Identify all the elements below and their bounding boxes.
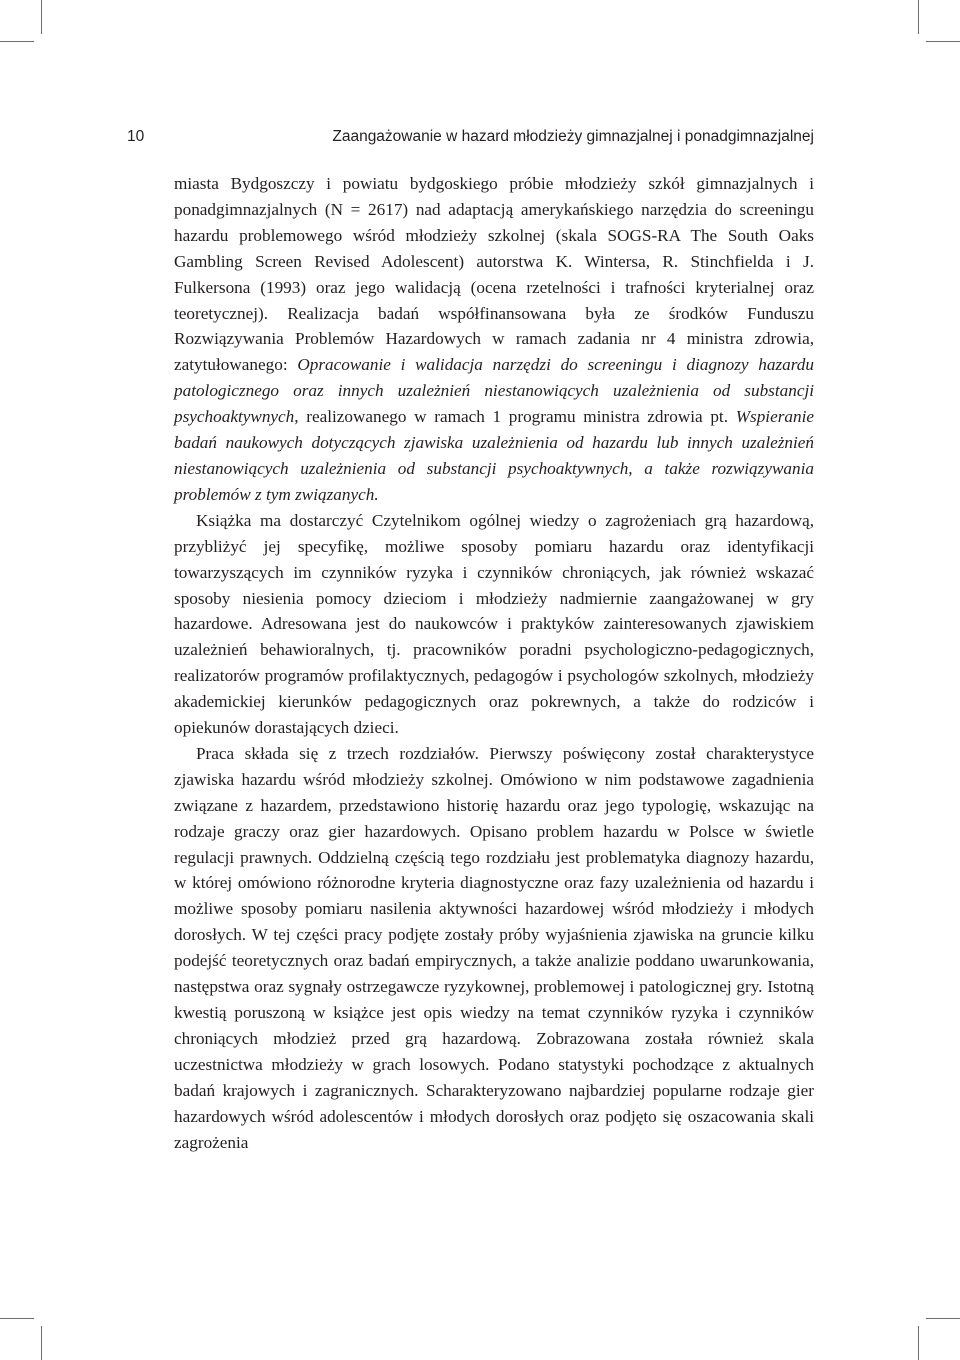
crop-mark-top-right-horizontal <box>926 41 960 42</box>
running-title: Zaangażowanie w hazard młodzieży gimnazjalnej i ponadgimnazjalnej <box>332 128 814 145</box>
paragraph-1 <box>174 171 814 508</box>
crop-mark-bottom-left-horizontal <box>0 1318 34 1319</box>
paragraph-1-text-c: , realizowanego w ramach 1 programu ministra zdrowia pt. <box>294 407 736 427</box>
crop-mark-top-left-vertical <box>41 0 42 34</box>
paragraph-2: Książka ma dostarczyć Czytelnikom ogólnej wiedzy o zagrożeniach grą hazardową, przybliżyć jej specyfikę, możliwe sposoby pomiaru hazardu oraz identyfikacji towarzyszących im czynników ryzyka i czynników chroniących, jak również wskazać sposoby niesienia pomocy dzieciom i młodzieży nadmiernie zaangażowanej w gry hazardowe. Adresowana jest do naukowców i praktyków zainteresowanych zjawiskiem uzależnień behawioralnych, tj. pracowników poradni psychologiczno-pedagogicznych, realizatorów programów profilaktycznych, pedagogów i psychologów szkolnych, młodzieży akademickiej kierunków pedagogicznych oraz pokrewnych, a także do rodziców i opiekunów dorastających dzieci. <box>174 510 814 738</box>
crop-mark-top-left-horizontal <box>0 41 34 42</box>
paragraph-1-text-a: miasta Bydgoszczy i powiatu bydgoskiego próbie młodzieży szkół gimnazjalnych i ponadgimnazjalnych (N = 2617) nad adaptacją amerykańskiego narzędzia do screeningu hazardu problemowego wśród młodzieży szkolnej (skala SOGS-RA The South Oaks Gambling Screen Revised Adolescent) autorstwa K. Wintersa, R. Stinchfielda i J. Fulkersona (1993) oraz jego walidacją (ocena rzetelności i trafności kryterialnej oraz teoretycznej). Realizacja badań współfinansowana była ze środków Funduszu Rozwiązywania Problemów Hazardowych w ramach zadania nr 4 ministra zdrowia, zatytułowanego: <box>174 174 814 375</box>
running-head <box>127 128 814 152</box>
paragraph-3: Praca składa się z trzech rozdziałów. Pierwszy poświęcony został charakterystyce zjawiska hazardu wśród młodzieży szkolnej. Omówiono w nim podstawowe zagadnienia związane z hazardem, przedstawiono historię hazardu oraz jego typologię, wskazując na rodzaje graczy oraz gier hazardowych. Opisano problem hazardu w Polsce w świetle regulacji prawnych. Oddzielną częścią tego rozdziału jest problematyka diagnozy hazardu, w której omówiono różnorodne kryteria diagnostyczne oraz fazy uzależnienia od hazardu i możliwe sposoby pomiaru nasilenia aktywności hazardowej wśród młodzieży i młodych dorosłych. W tej części pracy podjęte zostały próby wyjaśnienia zjawiska na gruncie kilku podejść teoretycznych oraz badań empirycznych, a także analizie poddano uwarunkowania, następstwa oraz sygnały ostrzegawcze ryzykownej, problemowej i patologicznej gry. Istotną kwestią poruszoną w książce jest opis wiedzy na temat czynników ryzyka i czynników chroniących młodzież przed grą hazardową. Zobrazowana została również skala uczestnictwa młodzieży w grach losowych. Podano statystyki pochodzące z aktualnych badań krajowych i zagranicznych. Scharakteryzowano najbardziej popularne rodzaje gier hazardowych wśród adolescentów i młodych dorosłych oraz podjęto się oszacowania skali zagrożenia <box>174 743 814 1152</box>
body-text <box>174 171 814 1155</box>
crop-mark-top-right-vertical <box>918 0 919 34</box>
crop-mark-bottom-right-vertical <box>918 1326 919 1360</box>
crop-mark-bottom-left-vertical <box>41 1326 42 1360</box>
paragraph-1-italic-program-title: Wspieranie badań naukowych dotyczących zjawiska uzależnienia od hazardu lub innych uzależnień niestanowiących uzależnienia od substancji psychoaktywnych, a także rozwiązywania problemów z tym związanych. <box>174 407 814 504</box>
crop-mark-bottom-right-horizontal <box>926 1318 960 1319</box>
page-number: 10 <box>127 128 145 145</box>
paragraph-1-italic-task-title: Opracowanie i walidacja narzędzi do screeningu i diagnozy hazardu patologicznego oraz innych uzależnień niestanowiących uzależnienia od substancji psychoaktywnych <box>174 355 814 427</box>
